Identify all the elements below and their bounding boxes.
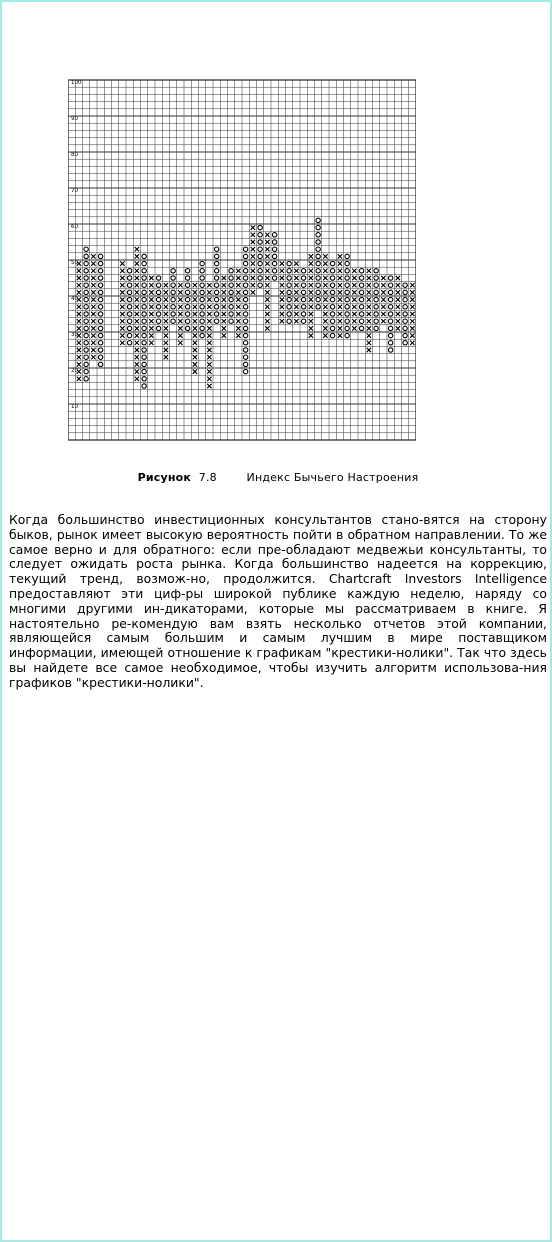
caption-title: Индекс Бычьего Настроения xyxy=(246,471,419,484)
figure-caption xyxy=(2,471,552,484)
caption-number: 7.8 xyxy=(198,471,217,484)
chart-svg xyxy=(68,78,416,444)
point-and-figure-chart xyxy=(68,78,416,444)
y-tick-label: 10 xyxy=(71,404,78,410)
caption-label: Рисунок xyxy=(137,471,192,484)
y-tick-label: 20 xyxy=(71,368,78,374)
y-tick-label: 100 xyxy=(71,80,82,86)
body-paragraph: Когда большинство инвестиционных консультантов стано-вятся на сторону быков, рынок имеет высокую вероятность пойти в обратном направлении. То же самое верно и для обратного: если пре-обладают медвежьи консультанты, то следует ожидать роста рынка. Когда большинство надеется на коррекцию, текущий тренд, возмож-но, продолжится. Chartcraft Investors Intelligence предоставляют эти циф-ры широкой публике каждую неделю, наряду со многими другими ин-дикаторами, которые мы рассматриваем в книге. Я настоятельно ре-комендую вам взять несколько отчетов этой компании, являющейся самым большим и самым лучшим в мире поставщиком информации, имеющей отношение к графикам "крестики-нолики". Так что здесь вы найдете все самое необходимое, чтобы изучить алгоритм использова-ния графиков "крестики-нолики". xyxy=(9,512,547,690)
y-tick-label: 80 xyxy=(71,152,78,158)
y-tick-label: 50 xyxy=(71,260,78,266)
y-tick-label: 90 xyxy=(71,116,78,122)
y-tick-label: 40 xyxy=(71,296,78,302)
y-tick-label: 70 xyxy=(71,188,78,194)
y-tick-label: 30 xyxy=(71,332,78,338)
y-tick-label: 60 xyxy=(71,224,78,230)
